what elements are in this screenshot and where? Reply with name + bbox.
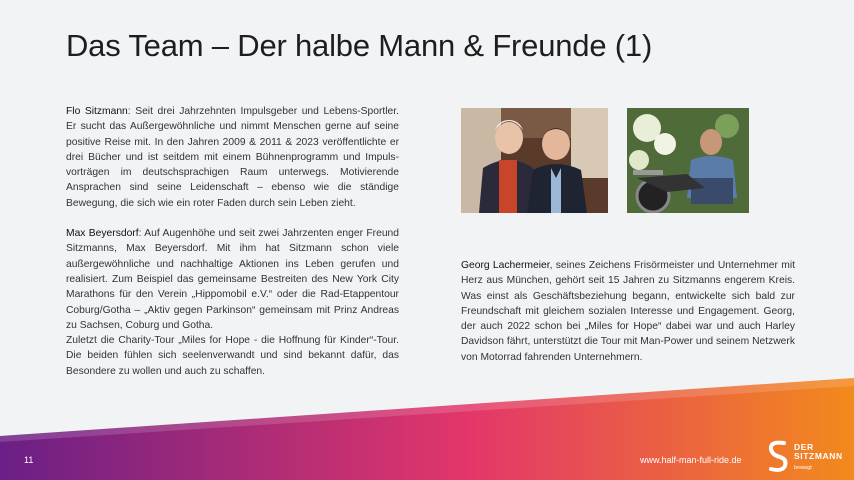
page-title: Das Team – Der halbe Mann & Freunde (1) [66,28,653,63]
s-logo-icon [766,439,790,473]
logo-line1: DER [794,442,814,452]
max-description: : Auf Augenhöhe und seit zwei Jahrzenten enger Freund Sitzmanns, Max Beyersdorf. Mit ihm hat Sitzmann schon viele außergewöhnliche und nachhaltige Aktionen ins Leben gerufen und realisiert. Zum Beispiel das gemeinsame Bestreiten des New York City Marathons für den Verein „Hippomobil e.V.“ oder die Rad-Etappentour Coburg/Gotha – „Aktiv gegen Parkinson“ gemeinsam mit Prinz Andreas zu Sachsen, Coburg und Gotha. [66,228,399,331]
logo-text [794,443,843,461]
logo-tagline: bewegt [794,465,812,471]
website-url: www.half-man-full-ride.de [640,455,742,465]
georg-name: Georg Lachermeier [461,260,550,271]
flo-description: : Seit drei Jahrzehnten Impulsgeber und Lebens-Sportler. Er sucht das Außergewöhnliche und nimmt Menschen gerne auf seine positive Reise mit. In den Jahren 2009 & 2011 & 2023 veröffentlichte er drei Bücher und ist seitdem mit einem Bühnenprogramm und Impuls-vorträgen im deutschsprachigen Raum unterwegs. Motivierende Ansprachen sind seine Leidenschaft – ebenso wie die ständige Bewegung, die sich wie ein roter Faden durch sein Leben zieht. [66,106,400,209]
logo-line2: SITZMANN [794,451,843,461]
page-number: 11 [24,455,34,465]
max-paragraph-2: Zuletzt die Charity-Tour „Miles for Hope - die Hoffnung für Kinder“-Tour. Die beiden fühlen sich seelenverwandt und sind bekannt dafür, das Besondere zu wollen und auch zu schaffen. [66,335,399,377]
flo-name: Flo Sitzmann [66,106,128,117]
sitzmann-logo [766,439,846,475]
max-name: Max Beyersdorf [66,228,139,240]
georg-description: , seines Zeichens Frisörmeister und Unternehmer mit Herz aus München, gehört seit 15 Jahren zu Sitzmanns engerem Kreis. Was einst als Geschäftsbeziehung begann, entwickelte sich bald zur Freundschaft mit gleichem sozialen Interesse und Engagement. Georg, der auch 2022 schon bei „Miles for Hope“ dabei war und auch Harley Davidson fährt, unterstützt die Tour mit Man-Power und seinem Netzwerk von Motorrad fahrenden Unternehmern. [461,260,795,363]
